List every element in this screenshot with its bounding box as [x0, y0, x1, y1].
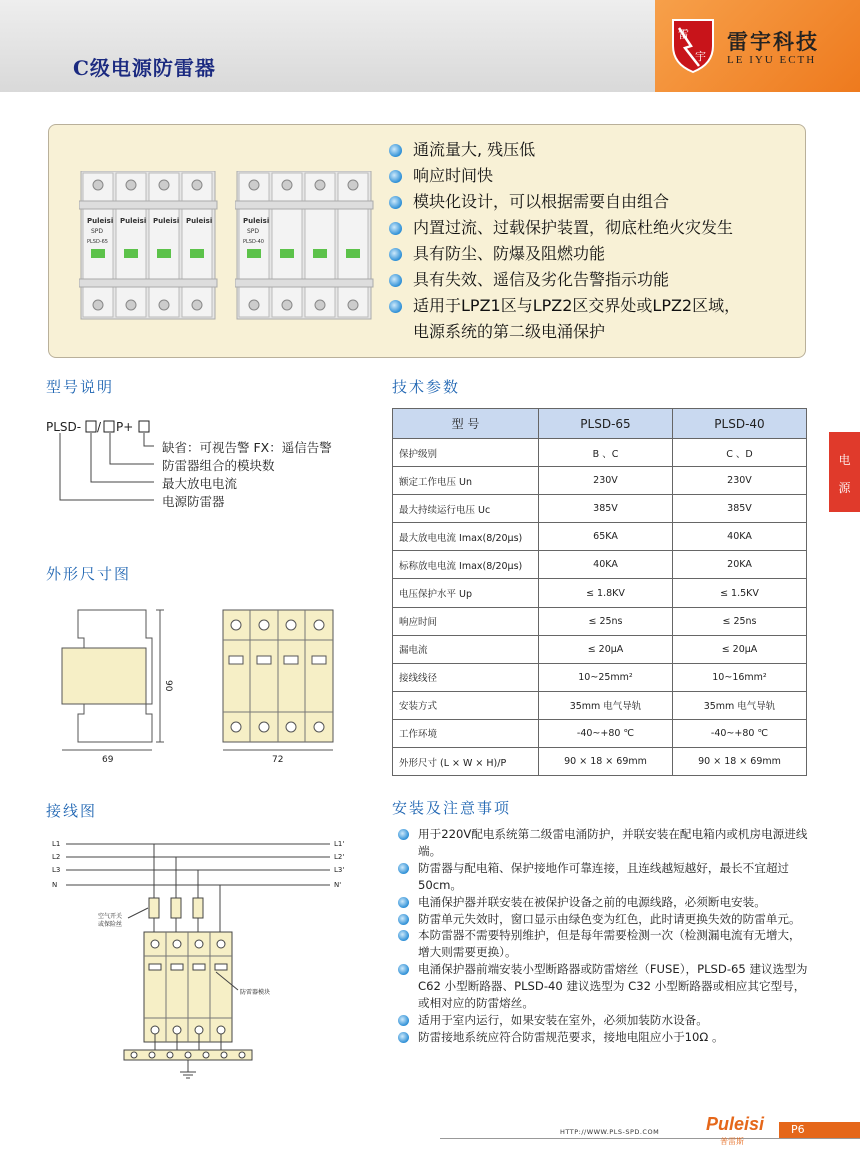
product-brand-label: Puleisi: [243, 217, 270, 225]
tech-params-table: [392, 408, 807, 776]
product-model-label: PLSD-40: [243, 239, 264, 245]
install-note: 本防雷器不需要特别维护，但是每年需要检测一次（检测漏电流有无增大，增大则需要更换）。: [396, 927, 812, 961]
product-brand-label: Puleisi: [186, 217, 213, 225]
table-cell: 标称放电电流 Imax(8/20μs): [393, 551, 539, 579]
model-code-mid: /: [97, 420, 102, 434]
install-note: 电涌保护器前端安装小型断路器或防雷熔丝（FUSE），PLSD-65 建议选型为 C62 小型断路器、PLSD-40 建议选型为 C32 小型断路器或相应其它型号，或相对应的防雷熔丝。: [396, 961, 812, 1012]
model-code-suffix: P+: [116, 420, 134, 434]
install-note: 防雷器与配电箱、保护接地作可靠连接，且连线越短越好，最长不宜超过50cm。: [396, 860, 812, 894]
logo-english-name: LE IYU ECTH: [727, 54, 817, 66]
table-cell: 40KA: [539, 551, 673, 579]
feature-item: 具有防尘、防爆及阻燃功能: [389, 241, 740, 267]
table-cell: ≤ 20μA: [539, 635, 673, 663]
table-cell: 工作环境: [393, 719, 539, 747]
table-cell: 20KA: [673, 551, 807, 579]
install-note: 电涌保护器并联安装在被保护设备之前的电源线路，必须断电安装。: [396, 894, 812, 911]
logo-chinese-name: 雷宇科技: [727, 29, 819, 54]
bullet-icon: [398, 930, 409, 941]
table-cell: 响应时间: [393, 607, 539, 635]
breaker-label-line1: 空气开关: [98, 913, 123, 920]
table-cell: 最大持续运行电压 Uc: [393, 495, 539, 523]
logo-mark-bottom: 宇: [695, 50, 706, 63]
table-row: [393, 467, 807, 495]
table-cell: 230V: [539, 467, 673, 495]
table-cell: 外形尺寸 (L × W × H)/P: [393, 748, 539, 776]
table-cell: 电压保护水平 Up: [393, 579, 539, 607]
model-section-title: 型号说明: [46, 378, 115, 396]
table-cell: 接线线径: [393, 663, 539, 691]
table-cell: B 、C: [539, 439, 673, 467]
table-cell: 10~16mm²: [673, 663, 807, 691]
bullet-icon: [389, 196, 402, 209]
line-n-out-label: N': [334, 881, 342, 889]
bullet-icon: [389, 274, 402, 287]
model-line-modules: 防雷器组合的模块数: [162, 458, 275, 473]
table-row: [393, 551, 807, 579]
logo-mark-top: 雷: [678, 28, 689, 41]
table-cell: 最大放电电流 Imax(8/20μs): [393, 523, 539, 551]
page-title: C级电源防雷器: [73, 56, 216, 80]
bullet-icon: [398, 914, 409, 925]
table-cell: 40KA: [673, 523, 807, 551]
table-header-row: [393, 409, 807, 439]
table-cell: 385V: [539, 495, 673, 523]
feature-item-continuation: 电源系统的第二级电涌保护: [413, 322, 606, 341]
table-cell: 安装方式: [393, 691, 539, 719]
side-category-tab: [829, 432, 860, 512]
bullet-icon: [398, 863, 409, 874]
wiring-section-title: 接线图: [46, 802, 98, 820]
model-line-type: 电源防雷器: [162, 494, 225, 509]
bullet-icon: [398, 1032, 409, 1043]
feature-item: 响应时间快: [389, 163, 740, 189]
product-brand-label: Puleisi: [87, 217, 114, 225]
bullet-icon: [398, 964, 409, 975]
feature-item: 具有失效、遥信及劣化告警指示功能: [389, 267, 740, 293]
table-header-cell: PLSD-40: [673, 409, 807, 439]
table-cell: 90 × 18 × 69mm: [673, 748, 807, 776]
bullet-icon: [389, 170, 402, 183]
table-row: [393, 748, 807, 776]
tech-section-title: 技术参数: [392, 378, 461, 396]
table-cell: ≤ 1.8KV: [539, 579, 673, 607]
table-row: [393, 523, 807, 551]
line-l3-label: L3: [52, 866, 61, 874]
table-row: [393, 579, 807, 607]
dimension-front-width-label: 72: [272, 755, 284, 765]
table-cell: -40~+80 ℃: [673, 719, 807, 747]
model-explanation: [46, 418, 376, 518]
install-note: 防雷单元失效时，窗口显示由绿色变为红色，此时请更换失效的防雷单元。: [396, 911, 812, 928]
bullet-icon: [398, 829, 409, 840]
side-tab-char: 源: [838, 481, 851, 495]
model-line-alarm: 缺省：可视告警 FX：遥信告警: [162, 440, 332, 455]
bullet-icon: [398, 897, 409, 908]
footer-brand-logo: Puleisi: [706, 1114, 765, 1134]
line-l2-label: L2: [52, 853, 61, 861]
feature-item: 内置过流、过载保护装置，彻底杜绝火灾发生: [389, 215, 740, 241]
page-header: [0, 0, 860, 92]
footer-url[interactable]: HTTP://WWW.PLS-SPD.COM: [560, 1128, 660, 1136]
dimension-section-title: 外形尺寸图: [46, 565, 132, 583]
install-note: 防雷接地系统应符合防雷规范要求，接地电阻应小于10Ω 。: [396, 1029, 812, 1046]
bullet-icon: [398, 1015, 409, 1026]
model-line-max-current: 最大放电电流: [162, 476, 238, 491]
feature-item: 适用于LPZ1区与LPZ2区交界处或LPZ2区域，: [389, 293, 740, 319]
feature-item: 通流量大, 残压低: [389, 137, 740, 163]
product-brand-label: Puleisi: [120, 217, 147, 225]
dimension-height-label: 90: [163, 680, 173, 692]
feature-panel: [48, 124, 806, 358]
product-image-plsd-40: [235, 171, 375, 321]
table-cell: 额定工作电压 Un: [393, 467, 539, 495]
bullet-icon: [389, 144, 402, 157]
table-row: [393, 495, 807, 523]
install-section-title: 安装及注意事项: [392, 799, 512, 817]
bullet-icon: [389, 248, 402, 261]
line-l2-out-label: L2': [334, 853, 345, 861]
table-cell: 90 × 18 × 69mm: [539, 748, 673, 776]
table-cell: 385V: [673, 495, 807, 523]
table-cell: 漏电流: [393, 635, 539, 663]
feature-item: 模块化设计，可以根据需要自由组合: [389, 189, 740, 215]
dimension-side-width-label: 69: [102, 755, 114, 765]
line-n-label: N: [52, 881, 58, 889]
footer-divider: [440, 1138, 860, 1139]
install-note: 适用于室内运行，如果安装在室外，必须加装防水设备。: [396, 1012, 812, 1029]
feature-list: [389, 137, 740, 345]
table-cell: ≤ 25ns: [539, 607, 673, 635]
breaker-label-line2: 或保险丝: [98, 921, 123, 928]
table-row: [393, 719, 807, 747]
table-cell: ≤ 1.5KV: [673, 579, 807, 607]
table-cell: 35mm 电气导轨: [673, 691, 807, 719]
bullet-icon: [389, 300, 402, 313]
footer-brand-cn: 普雷斯: [720, 1137, 744, 1146]
product-spd-label: SPD: [247, 228, 260, 235]
product-spd-label: SPD: [91, 228, 104, 235]
table-cell: 10~25mm²: [539, 663, 673, 691]
line-l3-out-label: L3': [334, 866, 345, 874]
table-row: [393, 691, 807, 719]
model-code-prefix: PLSD-: [46, 420, 82, 434]
table-cell: 35mm 电气导轨: [539, 691, 673, 719]
bullet-icon: [389, 222, 402, 235]
table-header-cell: PLSD-65: [539, 409, 673, 439]
product-brand-label: Puleisi: [153, 217, 180, 225]
table-cell: 65KA: [539, 523, 673, 551]
install-notes-list: [396, 826, 812, 1046]
table-row: [393, 439, 807, 467]
table-cell: C 、D: [673, 439, 807, 467]
table-cell: ≤ 25ns: [673, 607, 807, 635]
table-row: [393, 663, 807, 691]
line-l1-label: L1: [52, 840, 61, 848]
brand-logo: [655, 0, 860, 92]
product-image-plsd-65: [79, 171, 219, 321]
product-model-label: PLSD-65: [87, 239, 108, 245]
table-cell: 保护级别: [393, 439, 539, 467]
table-cell: ≤ 20μA: [673, 635, 807, 663]
shield-logo-icon: [669, 16, 717, 74]
table-cell: 230V: [673, 467, 807, 495]
table-row: [393, 607, 807, 635]
dimension-drawing: [48, 600, 348, 770]
spd-module-label: 防雷器模块: [240, 989, 271, 996]
table-header-cell: 型 号: [393, 409, 539, 439]
wiring-diagram: [48, 832, 358, 1082]
line-l1-out-label: L1': [334, 840, 345, 848]
table-cell: -40~+80 ℃: [539, 719, 673, 747]
install-note: 用于220V配电系统第二级雷电涌防护，并联安装在配电箱内或机房电源进线端。: [396, 826, 812, 860]
side-tab-char: 电: [838, 453, 851, 467]
table-row: [393, 635, 807, 663]
page-number: P6: [779, 1122, 860, 1138]
